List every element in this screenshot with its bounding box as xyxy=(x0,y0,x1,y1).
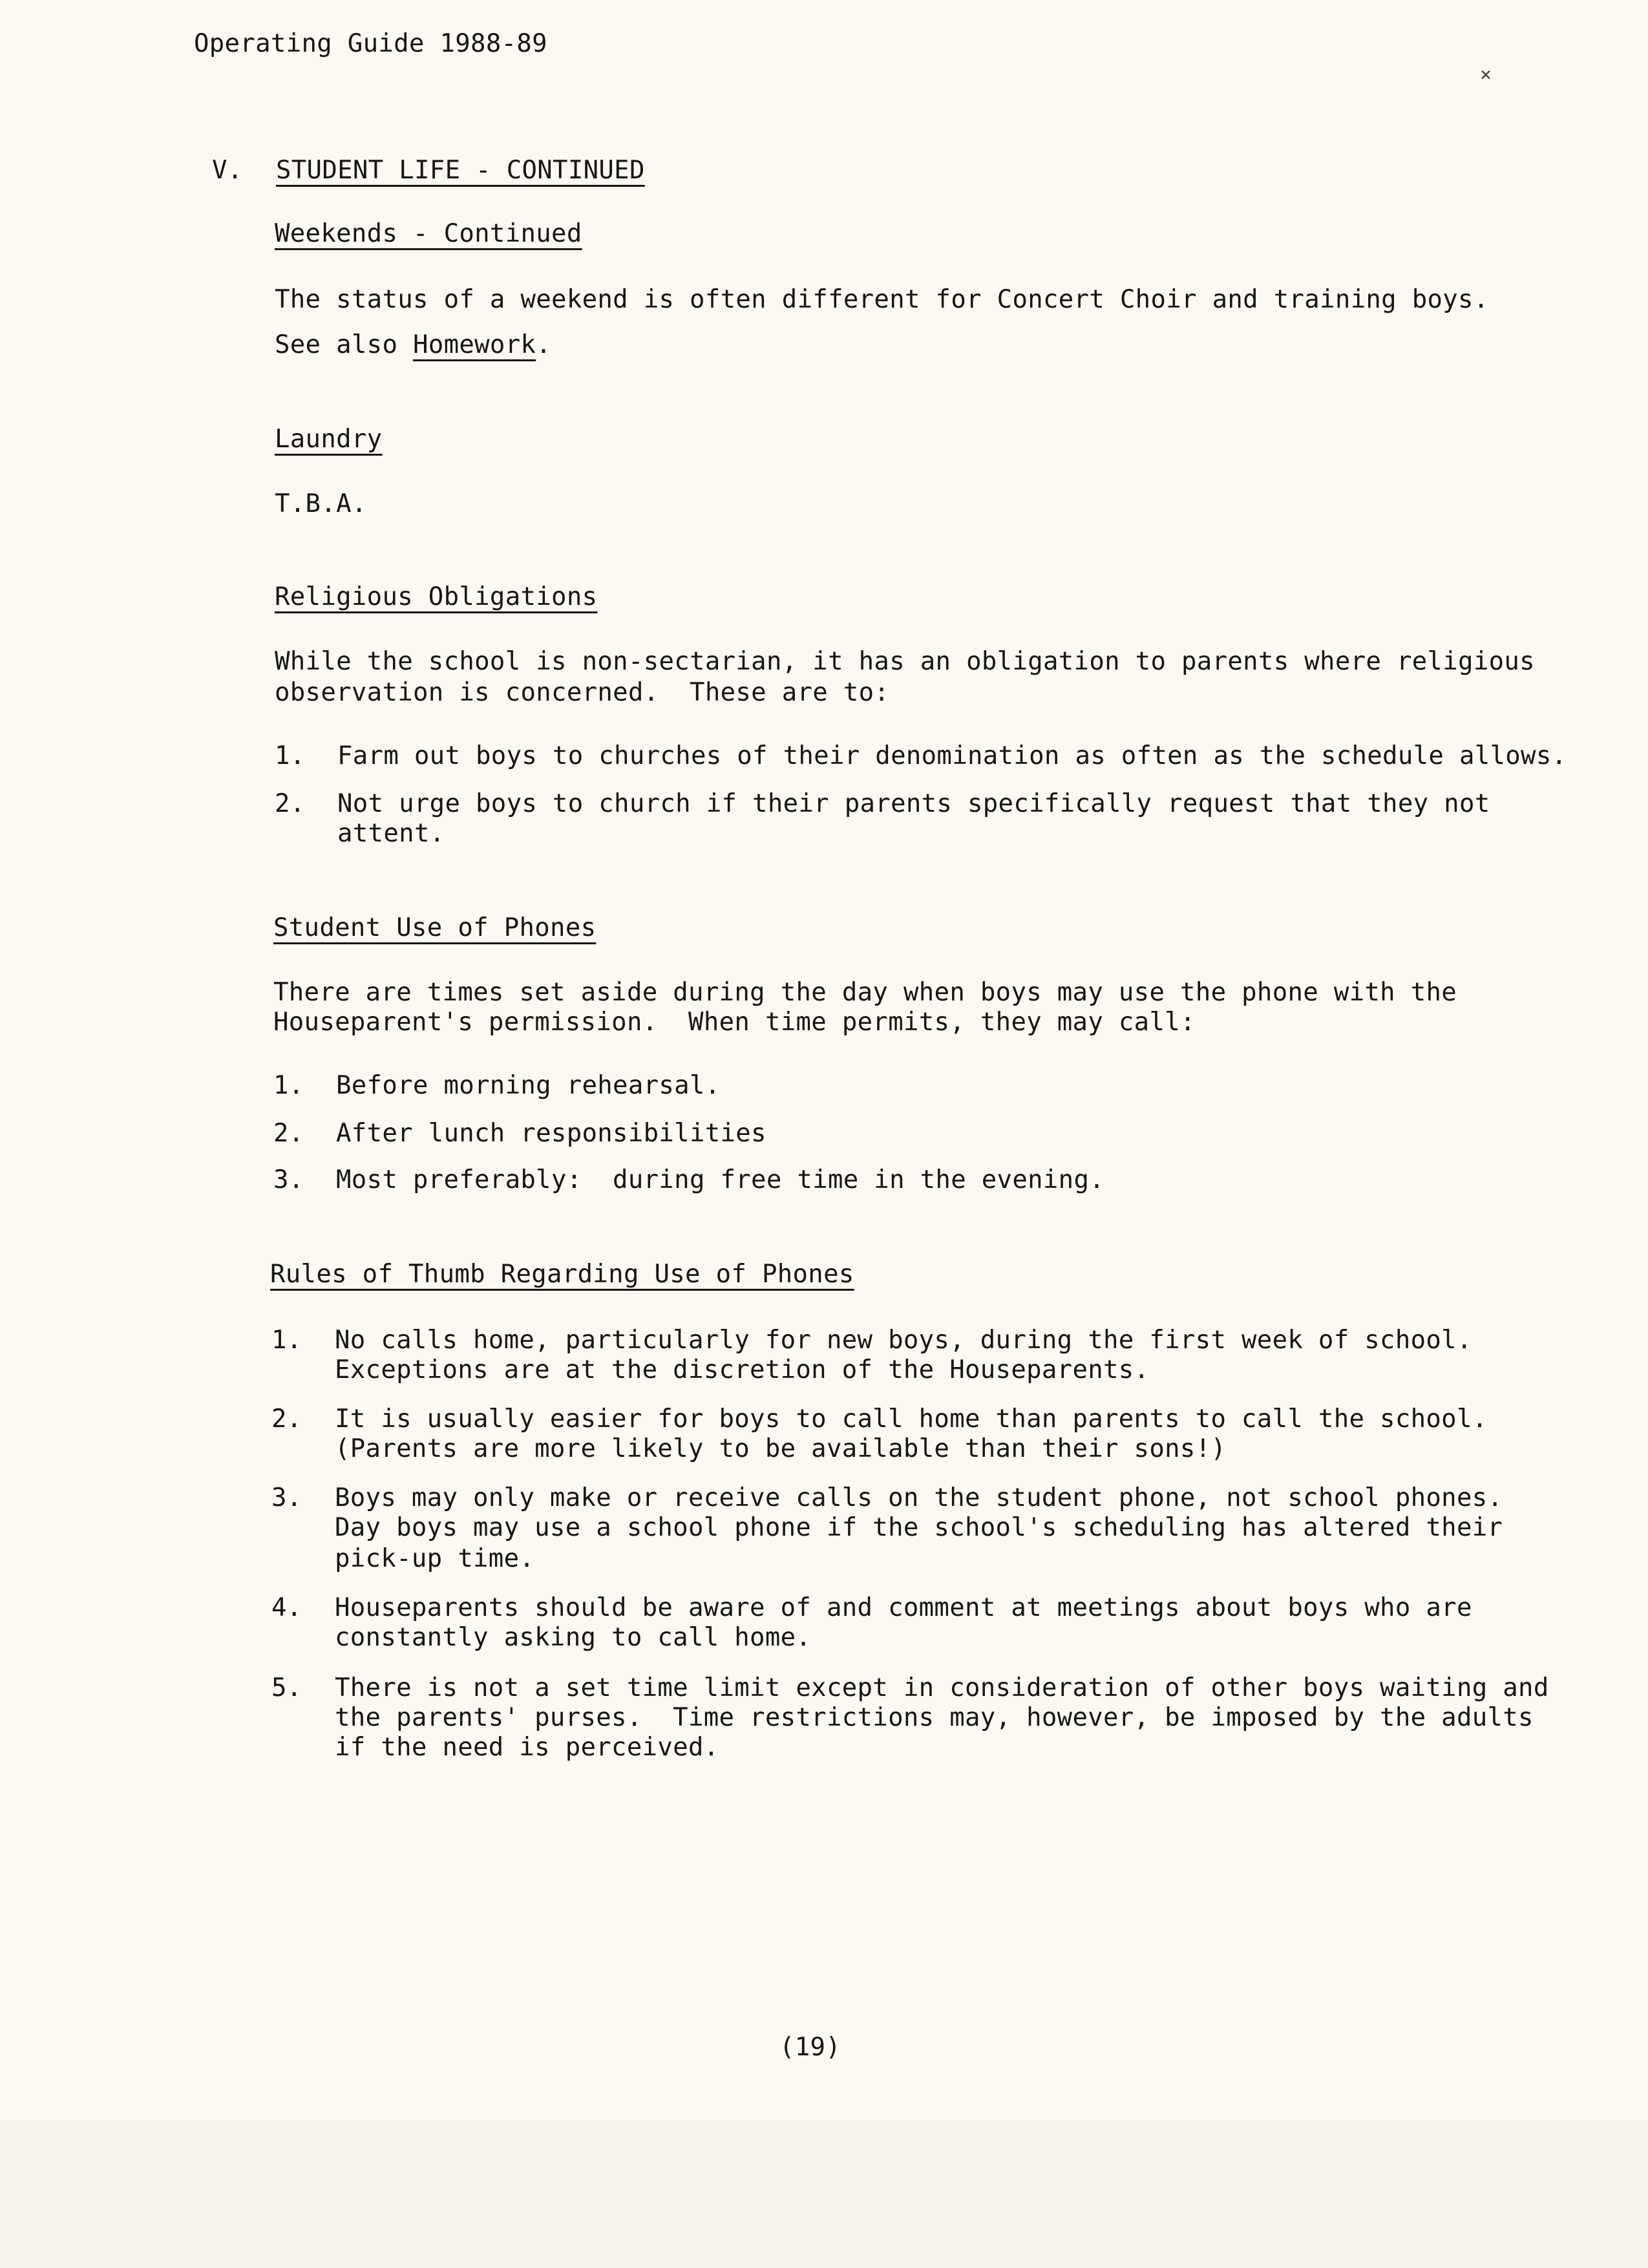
phones-item-number: 1. xyxy=(273,1071,304,1100)
rules-item-text: Boys may only make or receive calls on the student phone, not school phones. xyxy=(335,1483,1503,1512)
phones-intro-line-1: There are times set aside during the day when boys may use the phone with the xyxy=(273,978,1457,1007)
rules-item-text: No calls home, particularly for new boys, during the first week of school. xyxy=(335,1326,1472,1355)
phones-item-text: Before morning rehearsal. xyxy=(336,1071,721,1100)
rules-item-text: pick-up time. xyxy=(335,1544,535,1573)
rules-heading: Rules of Thumb Regarding Use of Phones xyxy=(270,1260,854,1289)
phones-item-text: Most preferably: during free time in the evening. xyxy=(336,1165,1104,1194)
religious-intro-line-2: observation is concerned. These are to: xyxy=(275,678,890,707)
rules-item-text: the parents' purses. Time restrictions may, however, be imposed by the adults xyxy=(335,1703,1534,1732)
see-also-prefix: See also xyxy=(275,330,414,359)
rules-item-number: 2. xyxy=(271,1404,302,1434)
phones-item-number: 3. xyxy=(273,1165,304,1194)
running-title: Operating Guide 1988-89 xyxy=(194,29,547,58)
section-number: V. xyxy=(212,156,243,185)
rules-item-number: 3. xyxy=(271,1483,302,1512)
rules-item-text: if the need is perceived. xyxy=(335,1733,719,1762)
rules-item-text: Exceptions are at the discretion of the Houseparents. xyxy=(335,1355,1150,1384)
religious-heading: Religious Obligations xyxy=(275,582,598,611)
rules-item-number: 5. xyxy=(271,1673,302,1702)
religious-item-number: 1. xyxy=(275,741,305,770)
rules-item-text: There is not a set time limit except in consideration of other boys waiting and xyxy=(335,1673,1549,1702)
corner-mark: ⨯ xyxy=(1480,63,1492,86)
weekends-line-2 xyxy=(275,330,551,361)
religious-intro-line-1: While the school is non-sectarian, it has an obligation to parents where religious xyxy=(275,647,1535,676)
laundry-heading: Laundry xyxy=(275,425,383,454)
rules-item-text: (Parents are more likely to be available than their sons!) xyxy=(335,1434,1227,1463)
section-title: STUDENT LIFE - CONTINUED xyxy=(276,156,645,185)
rules-item-text: constantly asking to call home. xyxy=(335,1623,812,1652)
homework-reference: Homework xyxy=(413,330,536,359)
religious-item-text: Not urge boys to church if their parents specifically request that they not xyxy=(337,789,1490,818)
rules-item-number: 4. xyxy=(271,1593,302,1622)
phones-item-number: 2. xyxy=(273,1119,304,1148)
rules-item-text: Houseparents should be aware of and comment at meetings about boys who are xyxy=(335,1593,1472,1622)
phones-item-text: After lunch responsibilities xyxy=(336,1119,766,1148)
religious-item-text: attent. xyxy=(337,819,445,848)
rules-item-number: 1. xyxy=(271,1326,302,1355)
rules-item-text: Day boys may use a school phone if the school's scheduling has altered their xyxy=(335,1513,1503,1542)
phones-intro-line-2: Houseparent's permission. When time permits, they may call: xyxy=(273,1008,1196,1037)
religious-item-text: Farm out boys to churches of their denomination as often as the schedule allows. xyxy=(337,741,1567,770)
rules-item-text: It is usually easier for boys to call home than parents to call the school. xyxy=(335,1404,1488,1434)
weekends-line-1: The status of a weekend is often different for Concert Choir and training boys. xyxy=(275,285,1489,314)
phones-heading: Student Use of Phones xyxy=(273,913,597,942)
weekends-heading: Weekends - Continued xyxy=(275,219,582,248)
page-number: (19) xyxy=(779,2033,841,2062)
see-also-suffix: . xyxy=(536,330,552,359)
religious-item-number: 2. xyxy=(275,789,305,818)
laundry-text: T.B.A. xyxy=(275,489,367,518)
